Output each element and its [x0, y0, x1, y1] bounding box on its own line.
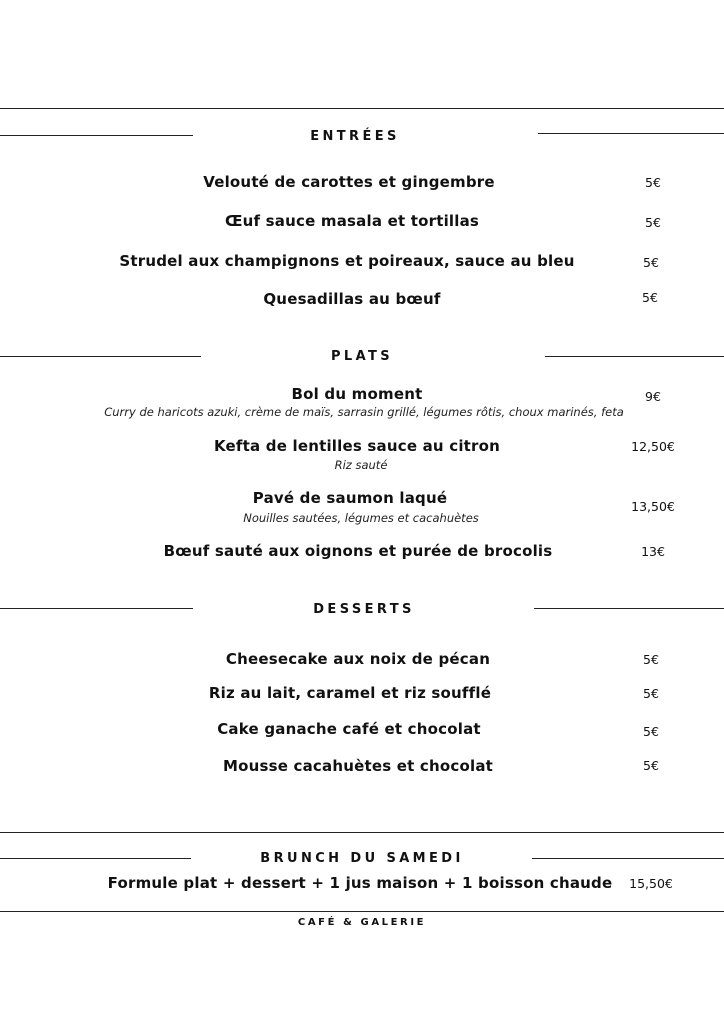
item-price: 5€ — [645, 175, 661, 190]
brunch-top-divider — [0, 832, 724, 833]
menu-item: Bœuf sauté aux oignons et purée de brocolis — [163, 542, 553, 560]
menu-item: Œuf sauce masala et tortillas — [224, 212, 480, 230]
menu-item: Riz au lait, caramel et riz soufflé — [208, 684, 492, 702]
item-price: 5€ — [645, 215, 661, 230]
item-price: 13,50€ — [631, 499, 675, 514]
menu-item: Cake ganache café et chocolat — [217, 720, 481, 738]
entrees-title: ENTRÉES — [310, 129, 400, 144]
item-price: 5€ — [643, 686, 659, 701]
item-price: 13€ — [641, 544, 665, 559]
menu-item: Formule plat + dessert + 1 jus maison + 1 boisson chaude — [107, 874, 613, 892]
item-price: 5€ — [643, 758, 659, 773]
item-price: 15,50€ — [629, 876, 673, 891]
menu-item: Velouté de carottes et gingembre — [203, 173, 495, 191]
item-price: 5€ — [643, 652, 659, 667]
plats-title: PLATS — [330, 349, 394, 364]
desserts-title: DESSERTS — [313, 602, 415, 617]
desserts-left-rule — [0, 608, 193, 609]
menu-item: Cheesecake aux noix de pécan — [225, 650, 491, 668]
menu-item: Pavé de saumon laqué — [252, 489, 448, 507]
item-price: 5€ — [643, 724, 659, 739]
brunch-bottom-divider — [0, 911, 724, 912]
item-price: 5€ — [642, 290, 658, 305]
menu-item: Bol du moment — [291, 385, 423, 403]
entrees-right-rule — [538, 133, 724, 134]
menu-item: Mousse cacahuètes et chocolat — [222, 757, 494, 775]
item-price: 9€ — [645, 389, 661, 404]
menu-item: Quesadillas au bœuf — [263, 290, 441, 308]
item-price: 12,50€ — [631, 439, 675, 454]
brunch-left-rule — [0, 858, 191, 859]
item-description: Nouilles sautées, légumes et cacahuètes — [243, 511, 479, 525]
brunch-right-rule — [532, 858, 724, 859]
item-description: Riz sauté — [334, 458, 388, 472]
top-divider — [0, 108, 724, 109]
item-description: Curry de haricots azuki, crème de maïs, sarrasin grillé, légumes rôtis, choux marinés, feta — [104, 405, 624, 419]
menu-item: Strudel aux champignons et poireaux, sauce au bleu — [119, 252, 575, 270]
item-price: 5€ — [643, 255, 659, 270]
desserts-right-rule — [534, 608, 724, 609]
menu-item: Kefta de lentilles sauce au citron — [213, 437, 501, 455]
plats-right-rule — [545, 356, 724, 357]
brunch-title: BRUNCH DU SAMEDI — [260, 851, 464, 866]
footer-brand: CAFÉ & GALERIE — [297, 917, 427, 928]
entrees-left-rule — [0, 135, 193, 136]
plats-left-rule — [0, 356, 201, 357]
